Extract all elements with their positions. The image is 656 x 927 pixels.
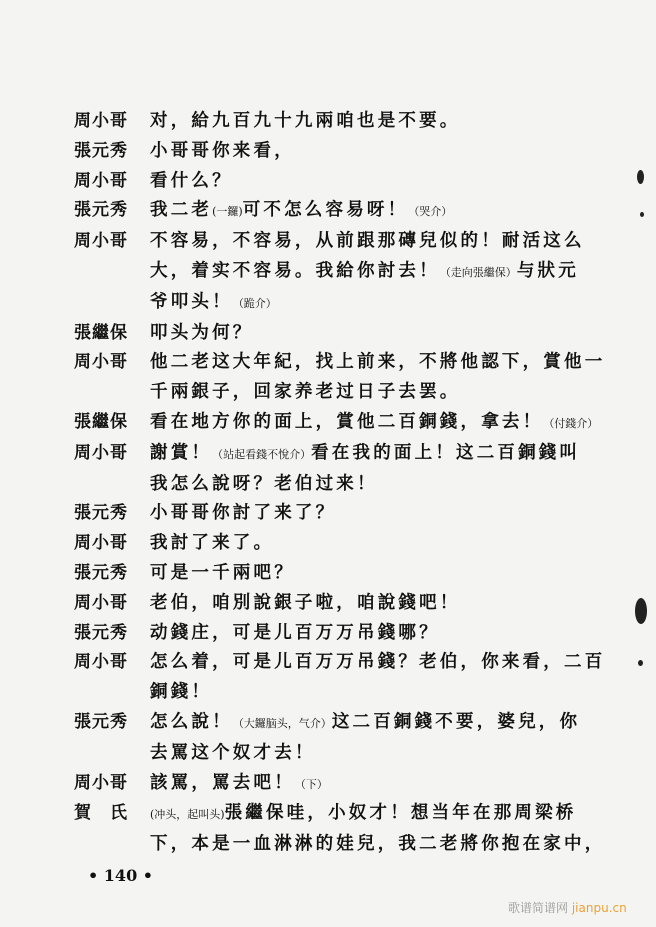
- spoken-text: 下，本是一血淋淋的娃兒，我二老將你抱在家中，: [150, 834, 606, 855]
- spoken-text: 与狀元: [516, 260, 579, 281]
- speaker-name: 張繼保: [74, 411, 128, 432]
- dialogue-entry: [74, 439, 614, 500]
- speaker-name: 張繼保: [74, 322, 128, 343]
- dialogue-entry: [74, 769, 614, 800]
- dialogue-lines: [150, 196, 614, 227]
- speaker-name: 周小哥: [74, 772, 128, 793]
- spoken-text: 可不怎么容易呀！: [242, 200, 409, 221]
- dialogue-line: [150, 619, 614, 649]
- spoken-text: 他二老这大年紀，找上前来，不將他認下，賞他一: [150, 352, 606, 373]
- dialogue-lines: [150, 619, 614, 649]
- spoken-text: 該罵，罵去吧！: [150, 772, 295, 793]
- speaker-name: 張元秀: [74, 711, 128, 732]
- dialogue-entry: [74, 708, 614, 769]
- spoken-text: 看在地方你的面上，賞他二百銅錢，拿去！: [150, 411, 544, 432]
- stage-direction: （下）: [294, 777, 328, 791]
- dialogue-line: [150, 529, 614, 559]
- dialogue-entry: [74, 167, 614, 197]
- dialogue-entry: [74, 648, 614, 708]
- speaker-name: 周小哥: [74, 652, 128, 673]
- dialogue-line: [150, 499, 614, 529]
- dialogue-lines: [150, 529, 614, 559]
- dialogue-line: [150, 107, 614, 137]
- spoken-text: 怎么說！: [150, 711, 233, 732]
- spoken-text: 对，給九百九十九兩咱也是不要。: [150, 111, 461, 131]
- speaker-name: 周小哥: [74, 170, 128, 191]
- spoken-text: 怎么着，可是儿百万万吊錢？老伯，你来看，二百: [150, 652, 606, 673]
- scan-blot: [640, 212, 644, 217]
- dialogue-line: [150, 799, 614, 830]
- speaker-name: 周小哥: [74, 231, 128, 252]
- dialogue-line: [150, 830, 614, 860]
- spoken-text: 爷叩头！: [150, 291, 233, 312]
- spoken-text: 不容易，不容易，从前跟那磚兒似的！耐活这么: [150, 231, 585, 252]
- dialogue-entry: [74, 107, 614, 137]
- spoken-text: 我討了来了。: [150, 533, 275, 554]
- spoken-text: 老伯，咱別說銀子啦，咱說錢吧！: [150, 592, 461, 613]
- stage-direction: (冲头，起叫头): [150, 808, 225, 822]
- dialogue-line: [150, 559, 614, 589]
- spoken-text: 去罵这个奴才去！: [150, 742, 316, 763]
- dialogue-lines: [150, 648, 614, 708]
- dialogue-lines: [150, 137, 614, 167]
- dialogue-entry: [74, 589, 614, 619]
- spoken-text: 大，着实不容易。我給你討去！: [150, 260, 440, 281]
- dialogue-line: [150, 348, 614, 378]
- dialogue-lines: [150, 589, 614, 619]
- speaker-name: 張元秀: [74, 200, 128, 221]
- spoken-text: 我二老: [150, 200, 213, 221]
- spoken-text: 看什么？: [150, 170, 233, 191]
- watermark-url: jianpu.cn: [571, 901, 627, 915]
- dialogue-lines: [150, 559, 614, 589]
- spoken-text: 銅錢！: [150, 682, 213, 703]
- dialogue-line: [150, 319, 614, 349]
- stage-direction: （付錢介）: [543, 416, 599, 430]
- dialogue-line: [150, 196, 614, 227]
- dialogue-line: [150, 769, 614, 800]
- stage-direction: （大鑼脑头，气介）: [232, 716, 332, 730]
- dialogue-entry: [74, 137, 614, 167]
- dialogue-entry: [74, 799, 614, 860]
- scan-blot: [637, 170, 644, 184]
- watermark-site: 歌谱简谱网: [508, 901, 569, 915]
- dialogue-lines: [150, 499, 614, 529]
- speaker-name: 張元秀: [74, 562, 128, 583]
- dialogue-entry: [74, 529, 614, 559]
- dialogue-line: [150, 589, 614, 619]
- page-number: • 140 •: [88, 866, 153, 885]
- dialogue-lines: [150, 769, 614, 800]
- dialogue-line: [150, 678, 614, 708]
- stage-direction: （跪介）: [232, 296, 277, 310]
- dialogue-line: [150, 708, 614, 739]
- spoken-text: 小哥哥你討了来了？: [150, 503, 337, 524]
- speaker-name: 張元秀: [74, 140, 128, 161]
- spoken-text: 我怎么說呀？老伯过来！: [150, 473, 378, 494]
- stage-direction: （走向張繼保）: [439, 265, 517, 279]
- dialogue-line: [150, 408, 614, 439]
- spoken-text: 可是一千兩吧？: [150, 562, 295, 583]
- dialogue-line: [150, 648, 614, 678]
- spoken-text: 这二百銅錢不要，婆兒，你: [331, 711, 581, 732]
- speaker-name: 周小哥: [74, 111, 128, 131]
- stage-direction: （站起看錢不悅介）: [212, 447, 312, 461]
- dialogue-line: [150, 167, 614, 197]
- dialogue-lines: [150, 708, 614, 769]
- dialogue-entry: [74, 319, 614, 349]
- scan-blot: [635, 598, 647, 624]
- speaker-name: 張元秀: [74, 503, 128, 524]
- dialogue-lines: [150, 107, 614, 137]
- spoken-text: 叩头为何？: [150, 322, 254, 343]
- dialogue-line: [150, 257, 614, 288]
- speaker-name: 周小哥: [74, 442, 128, 463]
- dialogue-lines: [150, 408, 614, 439]
- dialogue-entry: [74, 227, 614, 318]
- speaker-name: 周小哥: [74, 533, 128, 554]
- spoken-text: 小哥哥你来看，: [150, 140, 295, 161]
- speaker-name: 周小哥: [74, 592, 128, 613]
- dialogue-lines: [150, 348, 614, 408]
- dialogue-lines: [150, 799, 614, 860]
- dialogue-entry: [74, 499, 614, 529]
- scan-blot: [638, 660, 643, 666]
- spoken-text: 动錢庄，可是儿百万万吊錢哪？: [150, 622, 440, 643]
- dialogue-lines: [150, 319, 614, 349]
- dialogue-entry: [74, 619, 614, 649]
- spoken-text: 謝賞！: [150, 442, 213, 463]
- dialogue-entry: [74, 348, 614, 408]
- dialogue-line: [150, 439, 614, 470]
- dialogue-entry: [74, 559, 614, 589]
- spoken-text: 千兩銀子，回家养老过日子去罢。: [150, 382, 461, 403]
- spoken-text: 看在我的面上！这二百銅錢叫: [311, 442, 581, 463]
- dialogue-line: [150, 227, 614, 257]
- dialogue-lines: [150, 227, 614, 318]
- dialogue-entry: [74, 196, 614, 227]
- speaker-name: 賀 氏: [74, 803, 128, 824]
- dialogue-line: [150, 288, 614, 319]
- spoken-text: 張繼保哇，小奴才！想当年在那周梁桥: [224, 803, 577, 824]
- dialogue-line: [150, 378, 614, 408]
- script-body: [74, 107, 614, 860]
- watermark: [508, 899, 627, 916]
- dialogue-line: [150, 739, 614, 769]
- stage-direction: (一鑼): [212, 205, 243, 219]
- stage-direction: （哭介）: [408, 205, 453, 219]
- dialogue-lines: [150, 439, 614, 500]
- dialogue-entry: [74, 408, 614, 439]
- speaker-name: 周小哥: [74, 352, 128, 373]
- dialogue-line: [150, 137, 614, 167]
- dialogue-line: [150, 470, 614, 500]
- dialogue-lines: [150, 167, 614, 197]
- speaker-name: 張元秀: [74, 622, 128, 643]
